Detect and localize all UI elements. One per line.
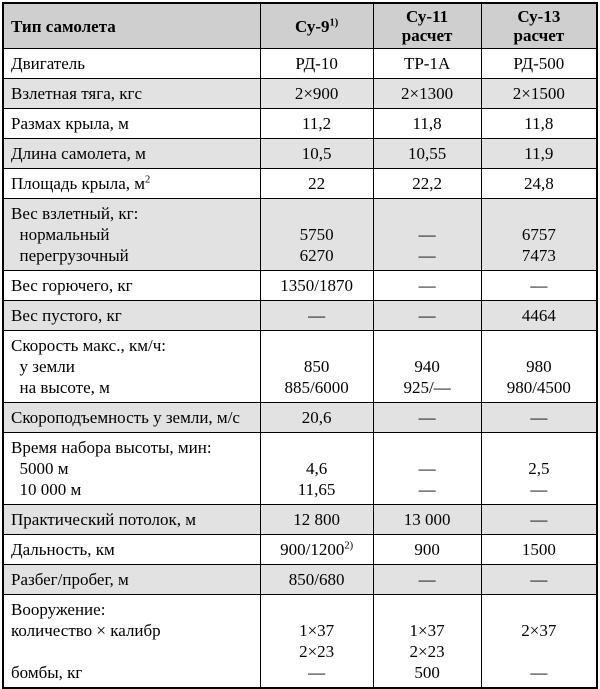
cell-line: 1×37 (299, 621, 335, 640)
cell-line (482, 599, 596, 620)
cell-line: 940 (414, 357, 440, 376)
cell-line (261, 335, 373, 356)
cell-line (374, 599, 481, 620)
cell-line: ТР-1А (403, 54, 451, 73)
range-value-cell-2 (481, 535, 597, 565)
service-ceiling-value-cell-0 (260, 505, 373, 535)
takeoff-weight-value-cell-0 (260, 199, 373, 271)
header-cell-col-0 (260, 3, 373, 49)
cell-line: — (308, 663, 326, 682)
cell-line: — (418, 276, 436, 295)
cell-line: Практический потолок, м (11, 510, 197, 529)
engine-label-cell (3, 49, 260, 79)
row-takeoff-weight (3, 199, 597, 271)
table-body (3, 49, 597, 689)
cell-line: — (530, 510, 548, 529)
armament-value-cell-2 (481, 595, 597, 689)
cell-line: 12 800 (293, 510, 340, 529)
takeoff-thrust-value-cell-1 (373, 79, 481, 109)
cell-line (374, 437, 481, 458)
cell-line: РД-10 (295, 54, 338, 73)
cell-line: Вес горючего, кг (11, 276, 133, 295)
cell-line: Су-13 (517, 7, 561, 26)
climb-rate-value-cell-2 (481, 403, 597, 433)
cell-line: 1350/1870 (280, 276, 353, 295)
cell-line: 11,8 (412, 114, 442, 133)
cell-line: 2×23 (299, 642, 335, 661)
max-speed-value-cell-1 (373, 331, 481, 403)
cell-line: 4,6 (305, 459, 328, 478)
cell-line: — (530, 480, 548, 499)
cell-line (482, 641, 596, 662)
cell-line: 22 (308, 174, 326, 193)
cell-line: у земли (11, 357, 75, 376)
row-wing-area (3, 169, 597, 199)
row-max-speed (3, 331, 597, 403)
armament-value-cell-1 (373, 595, 481, 689)
cell-line: Вес пустого, кг (11, 306, 122, 325)
cell-line: перегрузочный (11, 246, 129, 265)
cell-line: 885/6000 (284, 378, 349, 397)
cell-line: Длина самолета, м (11, 144, 146, 163)
row-climb-time (3, 433, 597, 505)
max-speed-label-cell (3, 331, 260, 403)
cell-line: нормальный (11, 225, 110, 244)
row-takeoff-thrust (3, 79, 597, 109)
cell-line: — (418, 246, 436, 265)
cell-line (261, 203, 373, 224)
service-ceiling-value-cell-1 (373, 505, 481, 535)
cell-line (482, 437, 596, 458)
aircraft-spec-table (2, 2, 598, 689)
takeoff-thrust-value-cell-2 (481, 79, 597, 109)
header-cell-col-2 (481, 3, 597, 49)
header-cell-type (3, 3, 260, 49)
cell-line: Су-11 (406, 7, 449, 26)
cell-line: 10,5 (301, 144, 332, 163)
cell-line: 2×23 (409, 642, 445, 661)
cell-line: 1×37 (409, 621, 445, 640)
climb-rate-label-cell (3, 403, 260, 433)
service-ceiling-value-cell-2 (481, 505, 597, 535)
cell-line (11, 641, 256, 662)
cell-line: 4464 (521, 306, 556, 325)
empty-weight-value-cell-2 (481, 301, 597, 331)
cell-line: 10 000 м (11, 480, 82, 499)
row-service-ceiling (3, 505, 597, 535)
cell-line: 2×1500 (512, 84, 565, 103)
cell-line: Вооружение: (11, 600, 106, 619)
empty-weight-label-cell (3, 301, 260, 331)
cell-line: 11,65 (297, 480, 336, 499)
cell-line: 10,55 (407, 144, 447, 163)
fuel-weight-label-cell (3, 271, 260, 301)
takeoff-thrust-value-cell-0 (260, 79, 373, 109)
cell-line: 13 000 (403, 510, 451, 529)
max-speed-value-cell-0 (260, 331, 373, 403)
cell-line: Вес взлетный, кг: (11, 204, 139, 223)
cell-line: — (418, 306, 436, 325)
cell-line: 11,2 (302, 114, 332, 133)
cell-line: 900 (414, 540, 440, 559)
fuel-weight-value-cell-1 (373, 271, 481, 301)
aircraft-length-value-cell-0 (260, 139, 373, 169)
fuel-weight-value-cell-0 (260, 271, 373, 301)
cell-line: Скороподъемность у земли, м/с (11, 408, 240, 427)
armament-value-cell-0 (260, 595, 373, 689)
row-empty-weight (3, 301, 597, 331)
cell-line: Размах крыла, м (11, 114, 129, 133)
takeoff-weight-label-cell (3, 199, 260, 271)
cell-line: 980/4500 (506, 378, 571, 397)
cell-line: РД-500 (513, 54, 565, 73)
range-value-cell-1 (373, 535, 481, 565)
service-ceiling-label-cell (3, 505, 260, 535)
range-value-cell-0 (260, 535, 373, 565)
takeoff-run-value-cell-2 (481, 565, 597, 595)
cell-line: — (418, 480, 436, 499)
cell-line: бомбы, кг (11, 663, 83, 682)
wing-span-value-cell-1 (373, 109, 481, 139)
cell-line: Взлетная тяга, кгс (11, 84, 143, 103)
empty-weight-value-cell-0 (260, 301, 373, 331)
climb-time-value-cell-1 (373, 433, 481, 505)
cell-line: 2×900 (294, 84, 339, 103)
range-label-cell (3, 535, 260, 565)
climb-rate-value-cell-0 (260, 403, 373, 433)
cell-line: 980 (526, 357, 552, 376)
wing-area-value-cell-1 (373, 169, 481, 199)
engine-value-cell-0 (260, 49, 373, 79)
wing-span-label-cell (3, 109, 260, 139)
table-header (3, 3, 597, 49)
cell-line (261, 437, 373, 458)
cell-line: — (418, 408, 436, 427)
takeoff-run-value-cell-0 (260, 565, 373, 595)
wing-area-value-cell-2 (481, 169, 597, 199)
cell-line: 11,9 (524, 144, 554, 163)
cell-line: 850 (303, 357, 330, 376)
cell-line: — (418, 459, 436, 478)
takeoff-run-label-cell (3, 565, 260, 595)
cell-line: 2×37 (521, 621, 557, 640)
cell-line: Площадь крыла, $м^2$ (11, 174, 151, 193)
fuel-weight-value-cell-2 (481, 271, 597, 301)
cell-line: Су-9$^{1)}$ (294, 16, 339, 36)
takeoff-run-value-cell-1 (373, 565, 481, 595)
cell-line: — (530, 663, 548, 682)
climb-time-label-cell (3, 433, 260, 505)
cell-line: Время набора высоты, мин: (11, 438, 212, 457)
header-row (3, 3, 597, 49)
cell-line: 925/— (403, 378, 451, 397)
cell-line: расчет (401, 26, 453, 45)
cell-line: — (530, 408, 548, 427)
cell-line: 5750 (299, 225, 334, 244)
empty-weight-value-cell-1 (373, 301, 481, 331)
wing-area-value-cell-0 (260, 169, 373, 199)
wing-area-label-cell (3, 169, 260, 199)
header-cell-col-1 (373, 3, 481, 49)
aircraft-length-label-cell (3, 139, 260, 169)
row-fuel-weight (3, 271, 597, 301)
wing-span-value-cell-2 (481, 109, 597, 139)
row-armament (3, 595, 597, 689)
cell-line: Тип самолета (11, 16, 116, 36)
cell-line: расчет (513, 26, 565, 45)
max-speed-value-cell-2 (481, 331, 597, 403)
cell-line: Дальность, км (11, 540, 115, 559)
cell-line (374, 203, 481, 224)
row-engine (3, 49, 597, 79)
cell-line: Двигатель (11, 54, 86, 73)
cell-line: — (418, 225, 436, 244)
takeoff-thrust-label-cell (3, 79, 260, 109)
cell-line: 500 (414, 663, 440, 682)
cell-line: — (530, 570, 548, 589)
cell-line: Скорость макс., км/ч: (11, 336, 166, 355)
cell-line: — (418, 570, 436, 589)
aircraft-length-value-cell-1 (373, 139, 481, 169)
wing-span-value-cell-0 (260, 109, 373, 139)
cell-line (482, 335, 596, 356)
climb-rate-value-cell-1 (373, 403, 481, 433)
cell-line (261, 599, 373, 620)
cell-line: — (530, 276, 548, 295)
cell-line: 5000 м (11, 459, 69, 478)
cell-line: Разбег/пробег, м (11, 570, 129, 589)
engine-value-cell-1 (373, 49, 481, 79)
cell-line: 6757 (521, 225, 556, 244)
climb-time-value-cell-2 (481, 433, 597, 505)
cell-line (482, 203, 596, 224)
cell-line: 24,8 (523, 174, 554, 193)
cell-line: 7473 (521, 246, 556, 265)
row-range (3, 535, 597, 565)
cell-line: 1500 (521, 540, 556, 559)
row-wing-span (3, 109, 597, 139)
climb-time-value-cell-0 (260, 433, 373, 505)
cell-line (374, 335, 481, 356)
cell-line: количество × калибр (11, 621, 161, 640)
cell-line: на высоте, м (11, 378, 110, 397)
row-takeoff-run (3, 565, 597, 595)
row-aircraft-length (3, 139, 597, 169)
aircraft-length-value-cell-2 (481, 139, 597, 169)
engine-value-cell-2 (481, 49, 597, 79)
cell-line: 2×1300 (401, 84, 454, 103)
cell-line: 20,6 (301, 408, 332, 427)
cell-line: 900/1200$^{2)}$ (280, 540, 354, 559)
cell-line: 6270 (299, 246, 334, 265)
cell-line: — (308, 306, 326, 325)
cell-line: 22,2 (412, 174, 442, 193)
cell-line: 2,5 (528, 459, 550, 478)
row-climb-rate (3, 403, 597, 433)
cell-line: 11,8 (524, 114, 554, 133)
takeoff-weight-value-cell-1 (373, 199, 481, 271)
cell-line: 850/680 (288, 570, 345, 589)
armament-label-cell (3, 595, 260, 689)
takeoff-weight-value-cell-2 (481, 199, 597, 271)
